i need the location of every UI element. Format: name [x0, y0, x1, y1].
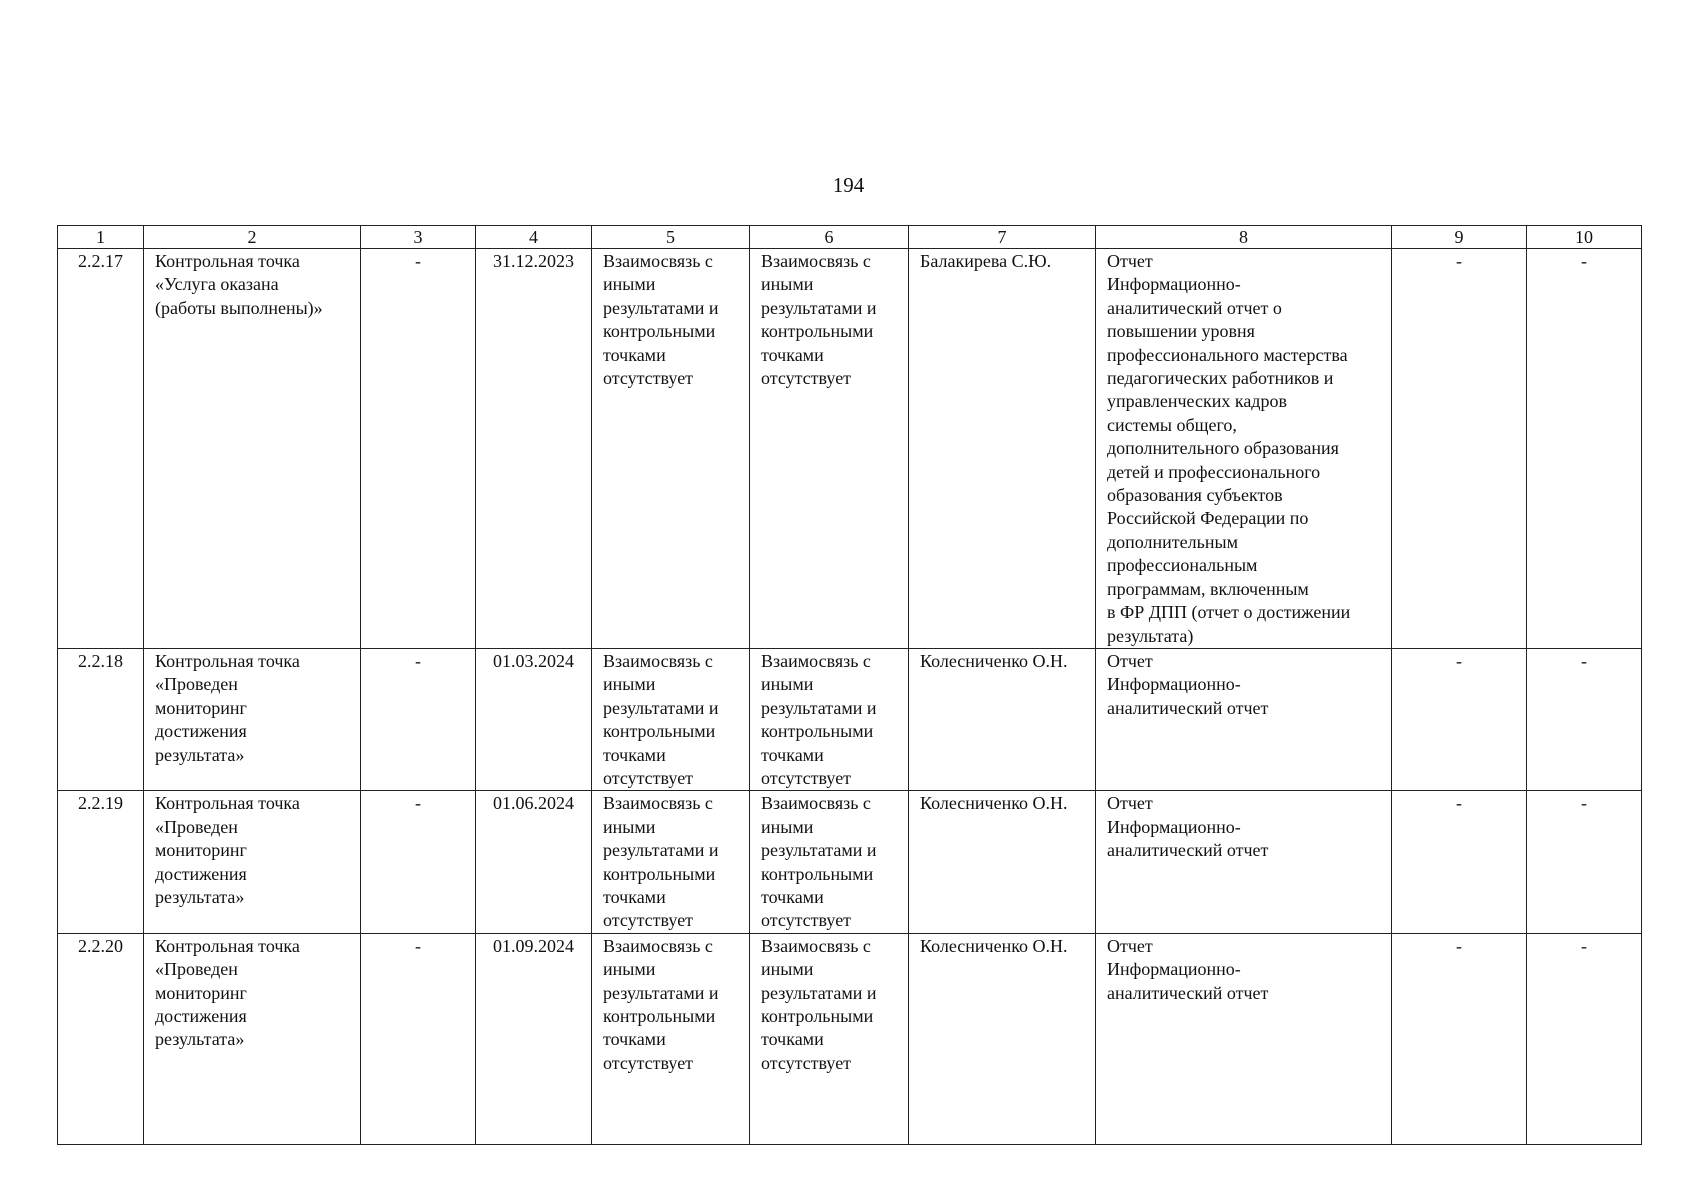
text-line: точками [603, 744, 666, 765]
text-line: «Проведен [155, 959, 238, 980]
control-point-name [144, 249, 361, 649]
text-line: Отчет [1107, 935, 1153, 956]
column-header: 10 [1527, 226, 1642, 249]
row-number: 2.2.19 [58, 791, 144, 933]
text-line: мониторинг [155, 840, 247, 861]
text-line: точками [603, 886, 666, 907]
column-3-value: - [361, 933, 476, 1144]
text-line: Информационно- [1107, 816, 1241, 837]
text-line: результата) [1107, 625, 1194, 646]
text-line: Взаимосвязь с [603, 650, 713, 671]
text-line: отсутствует [603, 910, 694, 931]
column-10-value: - [1527, 791, 1642, 933]
responsible-person: Колесниченко О.Н. [909, 648, 1096, 790]
text-line: профессиональным [1107, 555, 1258, 576]
text-line: контрольными [603, 863, 716, 884]
text-line: отсутствует [761, 1052, 852, 1073]
text-line: результата» [155, 744, 245, 765]
text-line: Отчет [1107, 793, 1153, 814]
column-header: 9 [1392, 226, 1527, 249]
text-line: мониторинг [155, 982, 247, 1003]
text-line: Взаимосвязь с [603, 793, 713, 814]
text-line: точками [603, 344, 666, 365]
text-line: результатами и [761, 297, 877, 318]
column-10-value: - [1527, 249, 1642, 649]
text-line: точками [761, 344, 824, 365]
relationship-text [750, 648, 909, 790]
text-line: Контрольная точка [155, 793, 300, 814]
column-header: 1 [58, 226, 144, 249]
text-line: Взаимосвязь с [761, 251, 871, 271]
text-line: иными [603, 816, 656, 837]
text-line: дополнительным [1107, 531, 1238, 552]
text-line: результата» [155, 886, 245, 907]
responsible-person: Колесниченко О.Н. [909, 791, 1096, 933]
text-line: Взаимосвязь с [761, 650, 871, 671]
text-line: иными [761, 816, 814, 837]
column-9-value: - [1392, 249, 1527, 649]
column-header: 2 [144, 226, 361, 249]
responsible-person: Колесниченко О.Н. [909, 933, 1096, 1144]
text-line: контрольными [761, 721, 874, 742]
text-line: аналитический отчет [1107, 982, 1269, 1003]
column-header: 7 [909, 226, 1096, 249]
column-3-value: - [361, 791, 476, 933]
text-line: Взаимосвязь с [603, 935, 713, 956]
table-row [58, 791, 1642, 933]
text-line: Взаимосвязь с [603, 251, 713, 271]
table-row [58, 249, 1642, 649]
text-line: точками [761, 886, 824, 907]
text-line: точками [603, 1029, 666, 1050]
text-line: результатами и [603, 297, 719, 318]
text-line: мониторинг [155, 697, 247, 718]
text-line: Контрольная точка [155, 251, 300, 271]
text-line: иными [603, 274, 656, 295]
table-row [58, 933, 1642, 1144]
document-type [1096, 933, 1392, 1144]
text-line: иными [603, 674, 656, 695]
table-row [58, 648, 1642, 790]
control-points-table [57, 225, 1642, 1145]
text-line: «Проведен [155, 816, 238, 837]
text-line: иными [761, 674, 814, 695]
text-line: Информационно- [1107, 674, 1241, 695]
text-line: профессионального мастерства [1107, 344, 1348, 365]
text-line: аналитический отчет [1107, 697, 1269, 718]
text-line: контрольными [603, 321, 716, 342]
text-line: Взаимосвязь с [761, 793, 871, 814]
text-line: результатами и [603, 697, 719, 718]
text-line: дополнительного образования [1107, 438, 1339, 459]
control-point-name [144, 933, 361, 1144]
text-line: контрольными [761, 1006, 874, 1026]
due-date: 01.09.2024 [476, 933, 592, 1144]
page-number: 194 [832, 173, 865, 197]
text-line: результатами и [761, 840, 877, 861]
column-10-value: - [1527, 933, 1642, 1144]
text-line: результатами и [603, 840, 719, 861]
control-point-name [144, 648, 361, 790]
column-number-row [58, 226, 1642, 249]
text-line: педагогических работников и [1107, 368, 1334, 389]
text-line: в ФР ДПП (отчет о достижении [1107, 602, 1351, 623]
text-line: отсутствует [603, 368, 694, 389]
text-line: достижения [155, 721, 247, 742]
text-line: Информационно- [1107, 959, 1241, 980]
due-date: 01.06.2024 [476, 791, 592, 933]
column-header: 3 [361, 226, 476, 249]
row-number: 2.2.17 [58, 249, 144, 649]
column-9-value: - [1392, 933, 1527, 1144]
text-line: результата» [155, 1029, 245, 1050]
text-line: управленческих кадров [1107, 391, 1287, 412]
column-header: 4 [476, 226, 592, 249]
text-line: отсутствует [761, 368, 852, 389]
column-3-value: - [361, 648, 476, 790]
control-point-name [144, 791, 361, 933]
text-line: (работы выполнены)» [155, 297, 323, 318]
text-line: Контрольная точка [155, 650, 300, 671]
text-line: Отчет [1107, 251, 1153, 271]
relationship-text [750, 791, 909, 933]
text-line: Отчет [1107, 650, 1153, 671]
text-line: контрольными [761, 321, 874, 342]
relationship-text [592, 933, 750, 1144]
text-line: отсутствует [761, 767, 852, 788]
text-line: отсутствует [761, 910, 852, 931]
text-line: аналитический отчет [1107, 840, 1269, 861]
due-date: 31.12.2023 [476, 249, 592, 649]
text-line: иными [761, 274, 814, 295]
text-line: образования субъектов [1107, 485, 1283, 506]
text-line: результатами и [761, 982, 877, 1003]
text-line: повышении уровня [1107, 321, 1255, 342]
document-type [1096, 648, 1392, 790]
text-line: программам, включенным [1107, 578, 1309, 599]
relationship-text [592, 249, 750, 649]
text-line: аналитический отчет о [1107, 297, 1282, 318]
text-line: отсутствует [603, 767, 694, 788]
text-line: контрольными [603, 721, 716, 742]
text-line: Контрольная точка [155, 935, 300, 956]
text-line: результатами и [761, 697, 877, 718]
document-type [1096, 791, 1392, 933]
column-header: 8 [1096, 226, 1392, 249]
row-number: 2.2.20 [58, 933, 144, 1144]
column-header: 6 [750, 226, 909, 249]
column-3-value: - [361, 249, 476, 649]
document-type [1096, 249, 1392, 649]
text-line: Информационно- [1107, 274, 1241, 295]
responsible-person: Балакирева С.Ю. [909, 249, 1096, 649]
text-line: достижения [155, 863, 247, 884]
text-line: системы общего, [1107, 414, 1237, 435]
text-line: иными [761, 959, 814, 980]
text-line: точками [761, 1029, 824, 1050]
due-date: 01.03.2024 [476, 648, 592, 790]
text-line: детей и профессионального [1107, 461, 1321, 482]
column-header: 5 [592, 226, 750, 249]
column-10-value: - [1527, 648, 1642, 790]
text-line: отсутствует [603, 1052, 694, 1073]
relationship-text [750, 249, 909, 649]
text-line: точками [761, 744, 824, 765]
relationship-text [750, 933, 909, 1144]
text-line: достижения [155, 1006, 247, 1026]
text-line: результатами и [603, 982, 719, 1003]
column-9-value: - [1392, 648, 1527, 790]
text-line: «Услуга оказана [155, 274, 279, 295]
text-line: контрольными [761, 863, 874, 884]
text-line: иными [603, 959, 656, 980]
text-line: Взаимосвязь с [761, 935, 871, 956]
relationship-text [592, 791, 750, 933]
column-9-value: - [1392, 791, 1527, 933]
text-line: Российской Федерации по [1107, 508, 1309, 529]
relationship-text [592, 648, 750, 790]
row-number: 2.2.18 [58, 648, 144, 790]
text-line: «Проведен [155, 674, 238, 695]
text-line: контрольными [603, 1006, 716, 1026]
